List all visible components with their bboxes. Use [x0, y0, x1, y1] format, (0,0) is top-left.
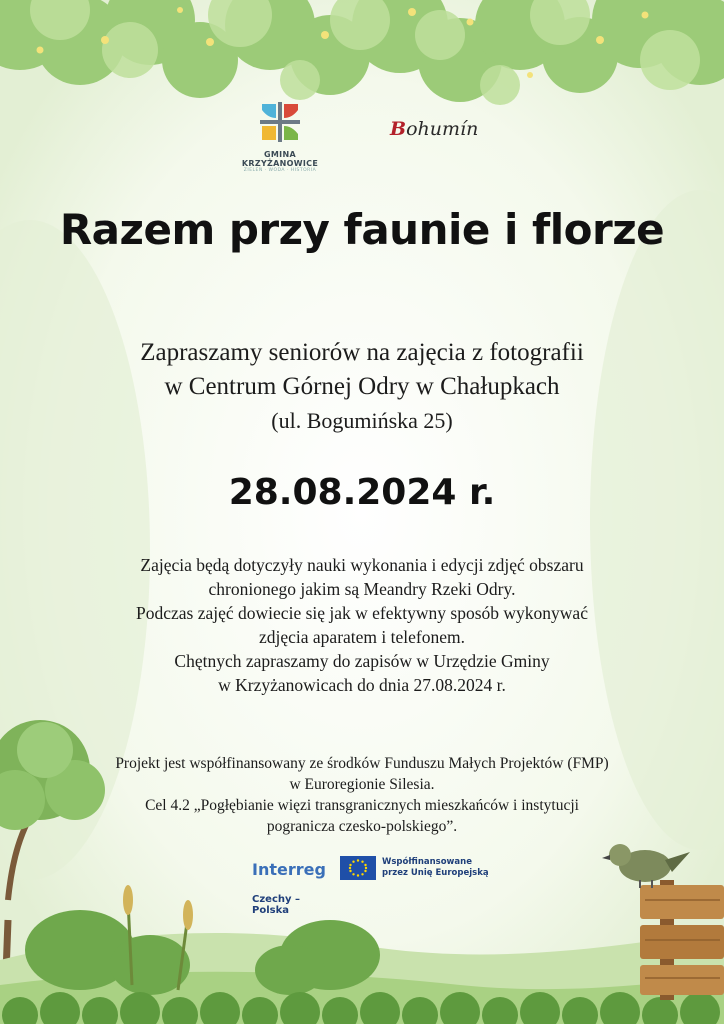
intro-address: (ul. Bogumińska 25): [271, 408, 453, 433]
gmina-name: GMINA KRZYŻANOWICE: [241, 150, 319, 168]
description-block: [0, 553, 724, 697]
description-line: chronionego jakim są Meandry Rzeki Odry.: [208, 579, 516, 599]
event-date: 28.08.2024 r.: [228, 472, 496, 513]
bohumin-rest: ohumín: [406, 118, 479, 140]
project-info: [0, 753, 724, 837]
interreg-subtitle: Czechy – Polska: [252, 894, 300, 916]
bohumin-initial: B: [390, 118, 407, 140]
project-line: pogranicza czesko-polskiego”.: [266, 818, 458, 835]
project-line: w Euroregionie Silesia.: [289, 776, 435, 793]
bohumin-logo: [390, 118, 478, 140]
project-line: Projekt jest współfinansowany ze środków Funduszu Małych Projektów (FMP): [115, 755, 609, 772]
eu-cofinancing-logo: [340, 856, 489, 880]
description-line: Podczas zajęć dowiecie się jak w efektywny sposób wykonywać: [136, 603, 588, 623]
gmina-krzyzanowice-logo: [228, 100, 332, 173]
interreg-name: Interreg: [252, 860, 326, 879]
project-line: Cel 4.2 „Pogłębianie więzi transgranicznych mieszkańców i instytucji: [145, 797, 579, 814]
intro-line-1: Zapraszamy seniorów na zajęcia z fotografii: [140, 339, 584, 366]
eu-flag-icon: [340, 856, 376, 880]
description-line: w Krzyżanowicach do dnia 27.08.2024 r.: [218, 675, 506, 695]
wooden-sign: [640, 880, 724, 1000]
gmina-emblem-icon: [258, 100, 302, 144]
eu-line-1: Współfinansowane: [382, 857, 472, 867]
eu-line-2: przez Unię Europejską: [382, 868, 489, 878]
description-line: zdjęcia aparatem i telefonem.: [259, 627, 465, 647]
intro-line-2: w Centrum Górnej Odry w Chałupkach: [164, 373, 560, 400]
gmina-tagline: ZIELEŃ · WODA · HISTORIA: [243, 168, 317, 173]
intro-block: [0, 336, 724, 438]
description-line: Zajęcia będą dotyczyły nauki wykonania i edycji zdjęć obszaru: [140, 555, 584, 575]
interreg-logo: [252, 860, 332, 916]
description-line: Chętnych zapraszamy do zapisów w Urzędzie Gminy: [174, 651, 550, 671]
page-title: Razem przy faunie i florze: [59, 205, 665, 254]
